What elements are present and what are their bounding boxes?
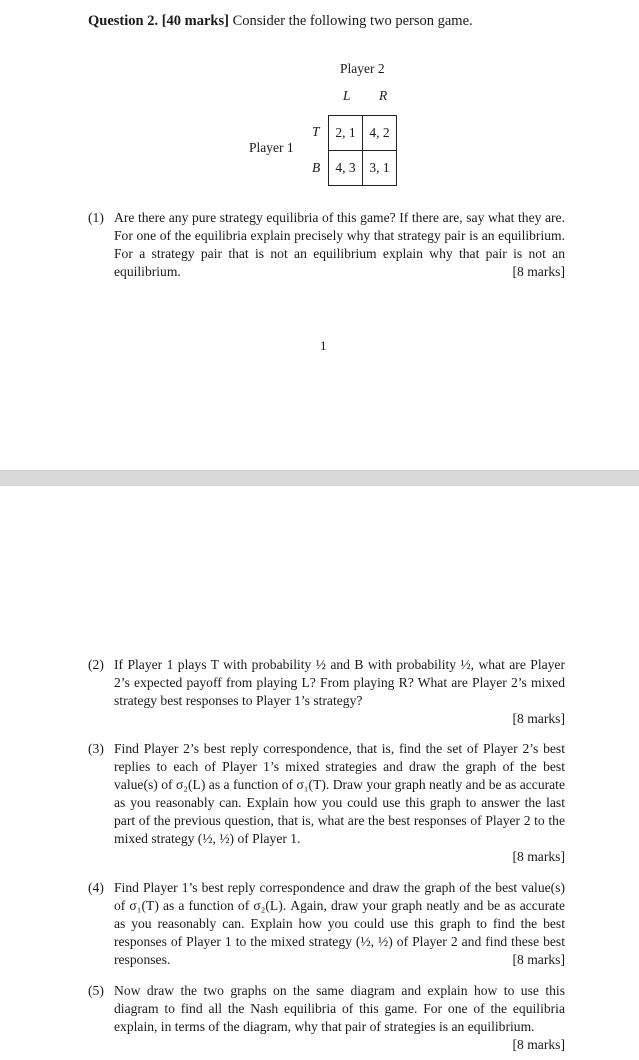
row-label-bottom: B (312, 160, 321, 175)
payoff-cell-TR: 4, 2 (363, 116, 397, 151)
page-number: 1 (320, 338, 327, 353)
payoff-cell-TL: 2, 1 (329, 116, 363, 151)
question-heading (88, 13, 473, 30)
question-part-4 (88, 879, 565, 969)
part-marks: [8 marks] (512, 711, 565, 726)
page-2 (0, 486, 639, 1060)
payoff-matrix (328, 115, 397, 186)
question-part-5 (88, 982, 565, 1054)
part-number: (5) (88, 983, 104, 998)
part-text: Are there any pure strategy equilibria of this game? If there are, say what they are. For one of the equilibria explain precisely why that strategy pair is an equilibrium. For a strategy pair that is not an equilibrium explain why that pair is not an equilibrium. (114, 210, 565, 279)
payoff-cell-BL: 4, 3 (329, 151, 363, 186)
part-number: (3) (88, 741, 104, 756)
player2-label: Player 2 (340, 61, 385, 76)
question-part-1 (88, 209, 565, 281)
part-text: Find Player 2’s best reply correspondence, that is, find the set of Player 2’s best replies to each of Player 1’s mixed strategies and draw the graph of the best value(s) of σ₂(L) as a function of σ₁(T). Draw your graph neatly and be as accurate as you reasonably can. Explain how you could use this graph to answer the last part of the previous question, that is, what are the best responses of Player 2 to the mixed strategy (½, ½) of Player 1. (114, 741, 565, 846)
matrix-row-top (329, 116, 397, 151)
column-label-left: L (343, 88, 351, 103)
question-part-2 (88, 656, 565, 728)
payoff-cell-BR: 3, 1 (363, 151, 397, 186)
player1-label: Player 1 (249, 140, 294, 155)
question-label: Question 2. (88, 13, 159, 29)
part-text: Now draw the two graphs on the same diagram and explain how to use this diagram to find all the Nash equilibria of this game. For one of the equilibria explain, in terms of the diagram, why that pair of strategies is an equilibrium. (114, 983, 565, 1034)
question-marks: [40 marks] (161, 13, 229, 29)
question-intro: Consider the following two person game. (232, 13, 473, 29)
part-text: Find Player 1’s best reply correspondence and draw the graph of the best value(s) of σ₁(T) as a function of σ₂(L). Again, draw your graph neatly and be as accurate as you reasonably can. Explain how you could use this graph to find the best responses of Player 1 to the mixed strategy (½, ½) of Player 2 and find these best responses. (114, 880, 565, 967)
part-marks: [8 marks] (512, 952, 565, 967)
part-marks: [8 marks] (512, 1037, 565, 1052)
page-separator (0, 470, 639, 486)
part-text: If Player 1 plays T with probability ½ and B with probability ½, what are Player 2’s expected payoff from playing L? From playing R? What are Player 2’s mixed strategy best responses to Player 1’s strategy? (114, 657, 565, 708)
question-part-3 (88, 740, 565, 866)
part-number: (1) (88, 210, 104, 225)
part-number: (2) (88, 657, 104, 672)
part-marks: [8 marks] (512, 264, 565, 279)
part-number: (4) (88, 880, 104, 895)
part-marks: [8 marks] (512, 849, 565, 864)
page-1 (0, 0, 639, 470)
matrix-row-bottom (329, 151, 397, 186)
column-label-right: R (379, 88, 388, 103)
row-label-top: T (312, 124, 320, 139)
